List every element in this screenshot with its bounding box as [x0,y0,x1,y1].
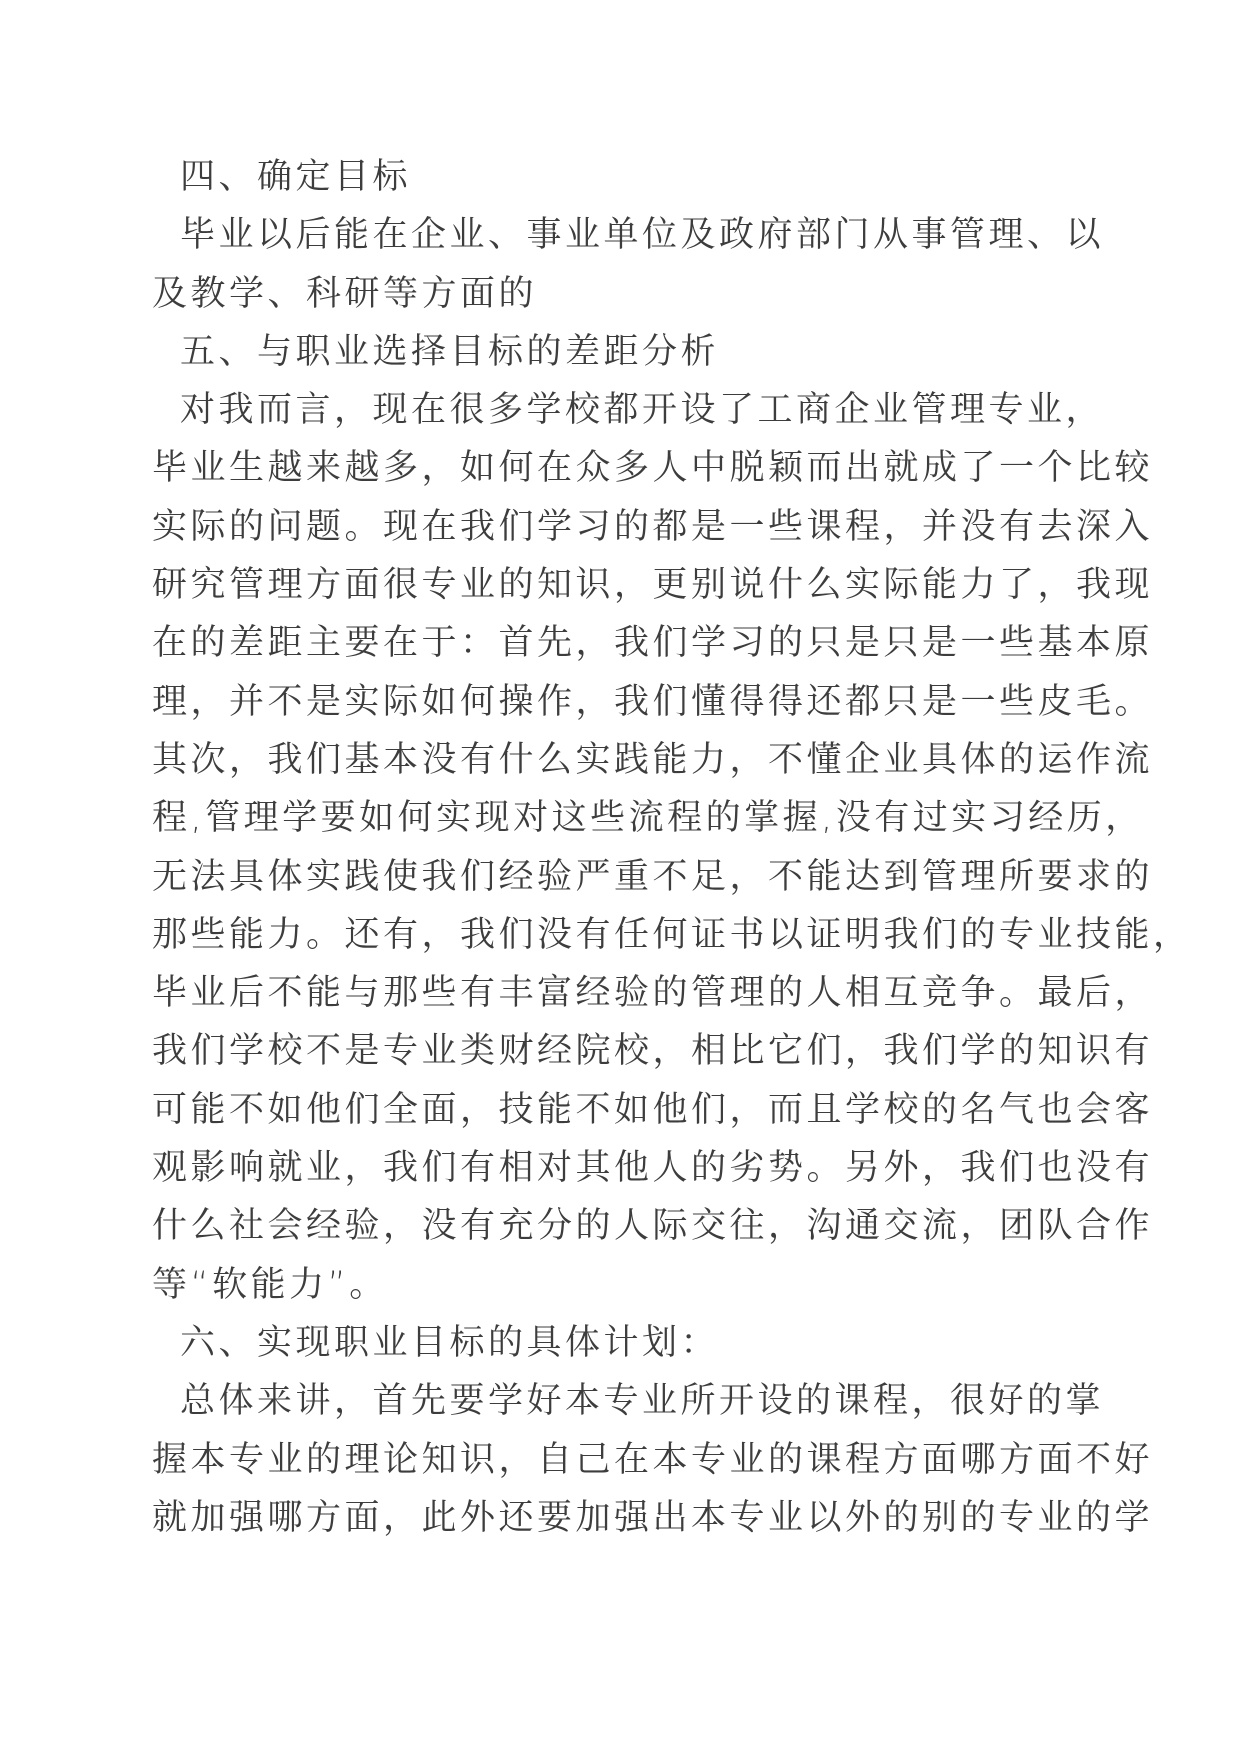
text-line: 毕业以后能在企业、事业单位及政府部门从事管理、以 [180,215,1105,256]
text-line: 其次，我们基本没有什么实践能力，不懂企业具体的运作流 [152,739,1154,780]
text-line: 毕业生越来越多，如何在众多人中脱颖而出就成了一个比较 [152,448,1154,489]
text-line: 总体来讲，首先要学好本专业所开设的课程，很好的掌 [180,1381,1105,1422]
text-line: 观影响就业，我们有相对其他人的劣势。另外，我们也没有 [152,1148,1154,1189]
text-line: 四、确定目标 [180,157,412,197]
text-line: 我们学校不是专业类财经院校，相比它们，我们学的知识有 [152,1031,1154,1072]
text-line: 握本专业的理论知识，自己在本专业的课程方面哪方面不好 [152,1439,1154,1480]
text-line: 无法具体实践使我们经验严重不足，不能达到管理所要求的 [152,856,1154,897]
text-line: 等“软能力”。 [152,1264,388,1305]
text-line: 五、与职业选择目标的差距分析 [180,331,720,372]
text-line: 那些能力。还有，我们没有任何证书以证明我们的专业技能， [152,914,1192,955]
text-line: 研究管理方面很专业的知识，更别说什么实际能力了，我现 [152,565,1154,606]
text-line: 在的差距主要在于：首先，我们学习的只是只是一些基本原 [152,623,1154,664]
text-line: 实际的问题。现在我们学习的都是一些课程，并没有去深入 [152,506,1154,547]
text-line: 理，并不是实际如何操作，我们懂得得还都只是一些皮毛。 [152,681,1154,722]
text-line: 可能不如他们全面，技能不如他们，而且学校的名气也会客 [152,1089,1154,1130]
text-line: 对我而言，现在很多学校都开设了工商企业管理专业， [180,390,1105,431]
text-line: 六、实现职业目标的具体计划： [180,1322,720,1363]
text-line: 就加强哪方面，此外还要加强出本专业以外的别的专业的学 [152,1497,1154,1538]
text-line: 毕业后不能与那些有丰富经验的管理的人相互竞争。最后， [152,973,1154,1014]
document-body [152,148,1192,1547]
text-line: 程,管理学要如何实现对这些流程的掌握,没有过实习经历， [152,798,1144,839]
text-line: 什么社会经验，没有充分的人际交往，沟通交流，团队合作 [152,1206,1154,1247]
text-line: 及教学、科研等方面的 [152,273,538,314]
